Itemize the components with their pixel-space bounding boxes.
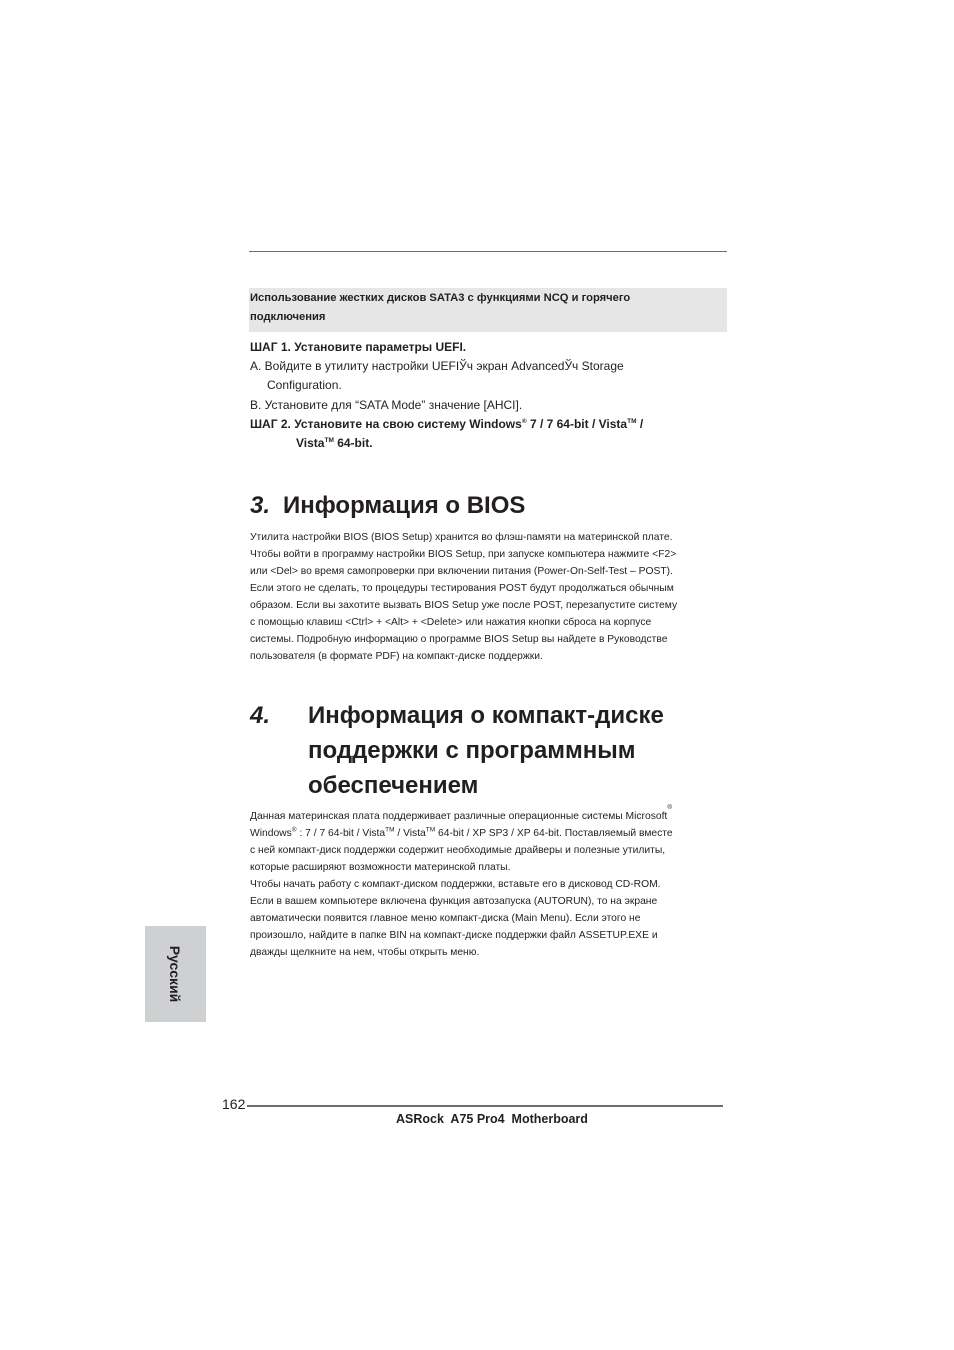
registered-mark: ® xyxy=(667,803,673,811)
step2-vista: Vista xyxy=(296,436,325,450)
bios-line: Чтобы войти в программу настройки BIOS Setup, при запуске компьютера нажмите <F2> xyxy=(250,549,677,560)
step2-line2 xyxy=(296,434,373,453)
heading4-title-line2: поддержки с программным xyxy=(308,737,636,764)
trademark-mark: TM xyxy=(627,418,637,425)
footer-product: ASRock A75 Pro4 Motherboard xyxy=(396,1112,588,1126)
cd-line: автоматически появится главное меню компакт-диска (Main Menu). Если этого не xyxy=(250,913,641,924)
cd-line: Если в вашем компьютере включена функция автозапуска (AUTORUN), то на экране xyxy=(250,896,658,907)
cd-line xyxy=(250,803,673,825)
step-a-line1: A. Войдите в утилиту настройки UEFIЎч экран AdvancedЎч Storage xyxy=(250,359,624,373)
page-number: 162 xyxy=(222,1096,246,1112)
bios-line: с помощью клавиш <Ctrl> + <Alt> + <Delete> или нажатия кнопки сброса на корпусе xyxy=(250,617,652,628)
heading3-number: 3. xyxy=(250,492,271,519)
top-rule xyxy=(249,251,727,252)
cd-line: с ней компакт-диск поддержки содержит необходимые драйверы и полезные утилиты, xyxy=(250,845,666,856)
cd-windows: Windows xyxy=(250,828,292,839)
bios-line: образом. Если вы захотите вызвать BIOS Setup уже после POST, перезапустите систему xyxy=(250,600,678,611)
cd-line: Чтобы начать работу с компакт-диском поддержки, вставьте его в дисковод CD-ROM. xyxy=(250,879,661,890)
cd-line: произошло, найдите в папке BIN на компакт-диске поддержки файл ASSETUP.EXE и xyxy=(250,930,658,941)
bios-line: или <Del> во время самопроверки при включении питания (Power-On-Self-Test – POST). xyxy=(250,566,673,577)
cd-line xyxy=(250,825,673,842)
footer-rule xyxy=(247,1105,723,1107)
language-side-tab xyxy=(145,926,206,1022)
cd-line: дважды щелкните на нем, чтобы открыть меню. xyxy=(250,947,480,958)
trademark-mark: TM xyxy=(324,437,334,444)
cd-os-list-a: : 7 / 7 64-bit / Vista xyxy=(296,828,386,839)
registered-mark: ® xyxy=(291,826,297,834)
step2-text-b: 7 / 7 64-bit / Vista xyxy=(526,417,628,431)
step-a-line2: Configuration. xyxy=(267,378,342,392)
heading4-number: 4. xyxy=(250,702,271,729)
section-title-line1: Использование жестких дисков SATA3 с функциями NCQ и горячего xyxy=(250,292,631,304)
step2-64bit: 64-bit. xyxy=(333,436,373,450)
trademark-mark: TM xyxy=(385,826,395,834)
heading4-title-line1: Информация о компакт-диске xyxy=(308,702,664,729)
trademark-mark: TM xyxy=(425,826,436,834)
bios-line: пользователя (в формате PDF) на компакт-диске поддержки. xyxy=(250,651,543,662)
cd-os-list-b: / Vista xyxy=(394,828,426,839)
heading3-title: Информация о BIOS xyxy=(283,492,526,519)
bios-line: Если этого не сделать, то процедуры тестирования POST будут продолжаться обычным xyxy=(250,583,674,594)
language-label: Русский xyxy=(167,945,183,1003)
step1-text: ШАГ 1. Установите параметры UEFI. xyxy=(250,340,467,354)
section-title-line2: подключения xyxy=(250,311,326,323)
cd-os-list-c: 64-bit / XP SP3 / XP 64-bit. Поставляемый вместе xyxy=(435,828,673,839)
registered-mark: ® xyxy=(521,418,527,425)
step2-text-c: / xyxy=(636,417,644,431)
heading4-title-line3: обеспечением xyxy=(308,772,479,799)
cd-line1-text: Данная материнская плата поддерживает различные операционные системы Microsoft xyxy=(250,811,668,822)
bios-line: системы. Подробную информацию о программе BIOS Setup вы найдете в Руководстве xyxy=(250,634,668,645)
cd-line: которые расширяют возможности материнской платы. xyxy=(250,862,511,873)
bios-line: Утилита настройки BIOS (BIOS Setup) хранится во флэш-памяти на материнской плате. xyxy=(250,532,673,543)
step2-text-a: ШАГ 2. Установите на свою систему Windows xyxy=(250,417,522,431)
step-b-line: B. Установите для “SATA Mode” значение [AHCI]. xyxy=(250,398,523,412)
step2-line1 xyxy=(250,415,643,434)
